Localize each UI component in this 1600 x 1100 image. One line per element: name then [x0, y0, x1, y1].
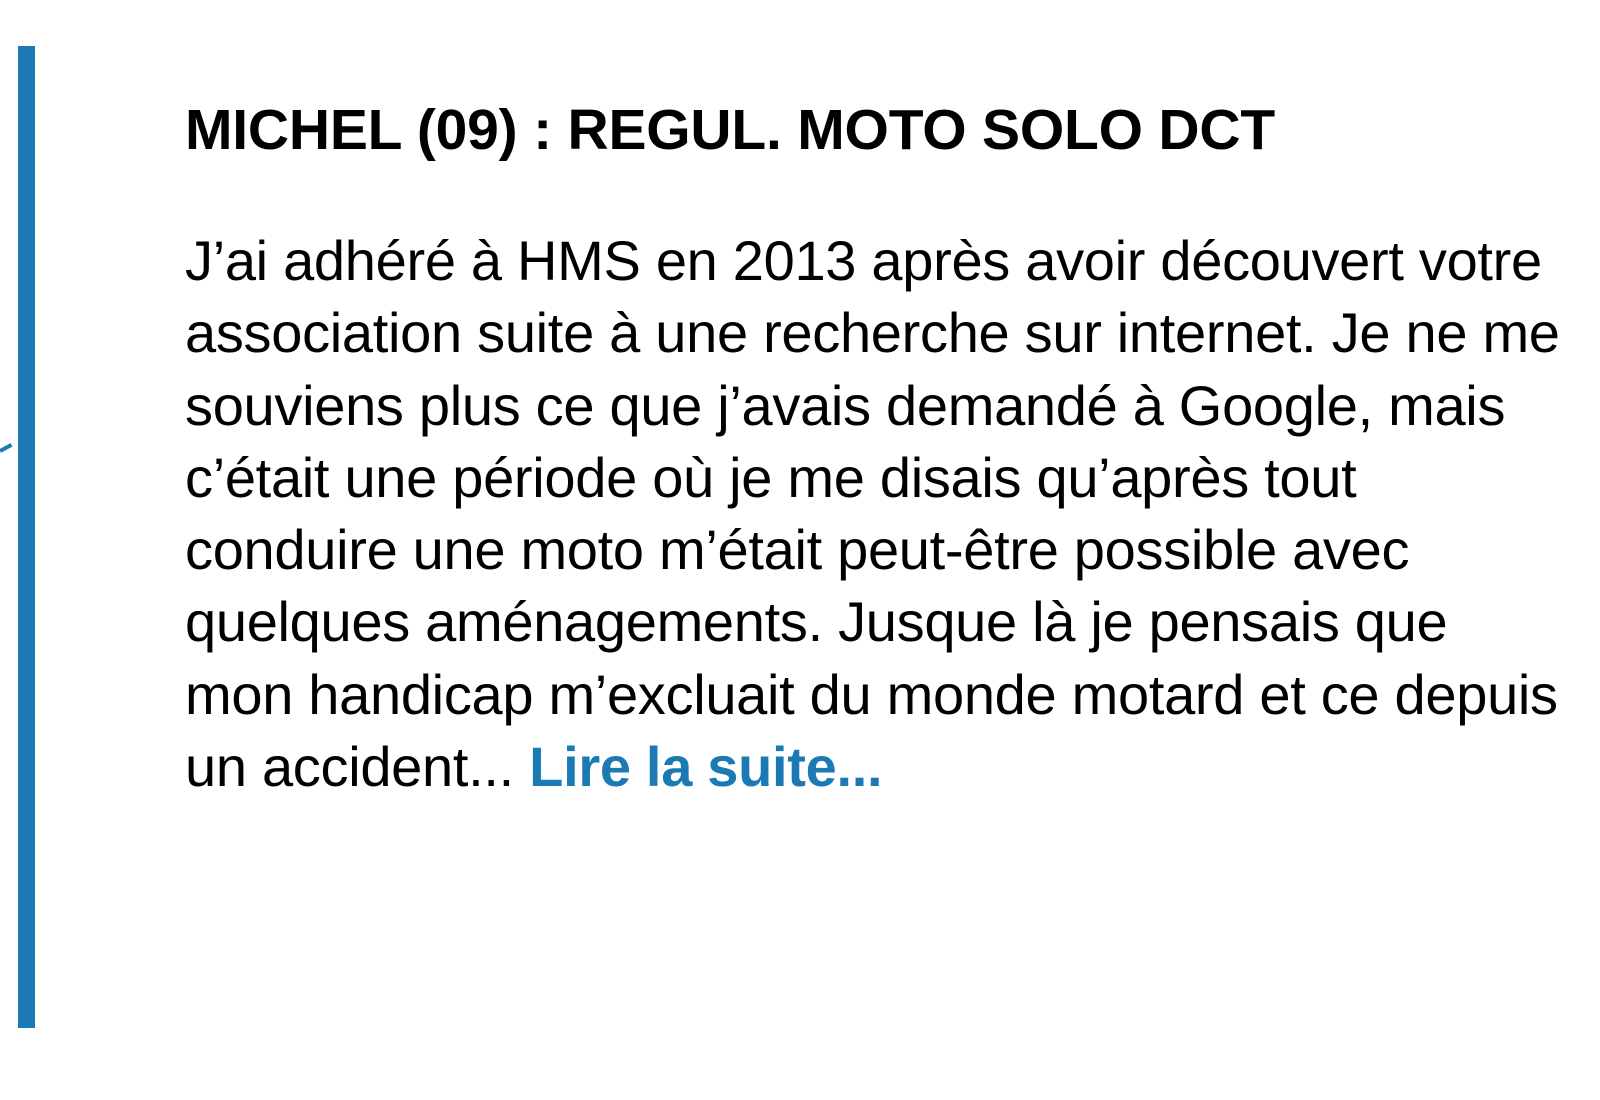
- left-accent-bar: [18, 46, 35, 1028]
- read-more-link[interactable]: Lire la suite...: [529, 734, 883, 798]
- testimonial-paragraph: [185, 225, 1565, 803]
- slide-content: [185, 60, 1565, 859]
- page-title: MICHEL (09) : REGUL. MOTO SOLO DCT: [185, 98, 1275, 163]
- testimonial-body-text: J’ai adhéré à HMS en 2013 après avoir découvert votre association suite à une recherche sur internet. Je ne me souviens plus ce que j’avais demandé à Google, mais c’était une période où je me disais qu’après tout conduire une moto m’était peut-être possible avec quelques aménagements. Jusque là je pensais que mon handicap m’excluait du monde motard et ce depuis un accident...: [185, 229, 1560, 798]
- edge-tick-mark: [0, 443, 12, 453]
